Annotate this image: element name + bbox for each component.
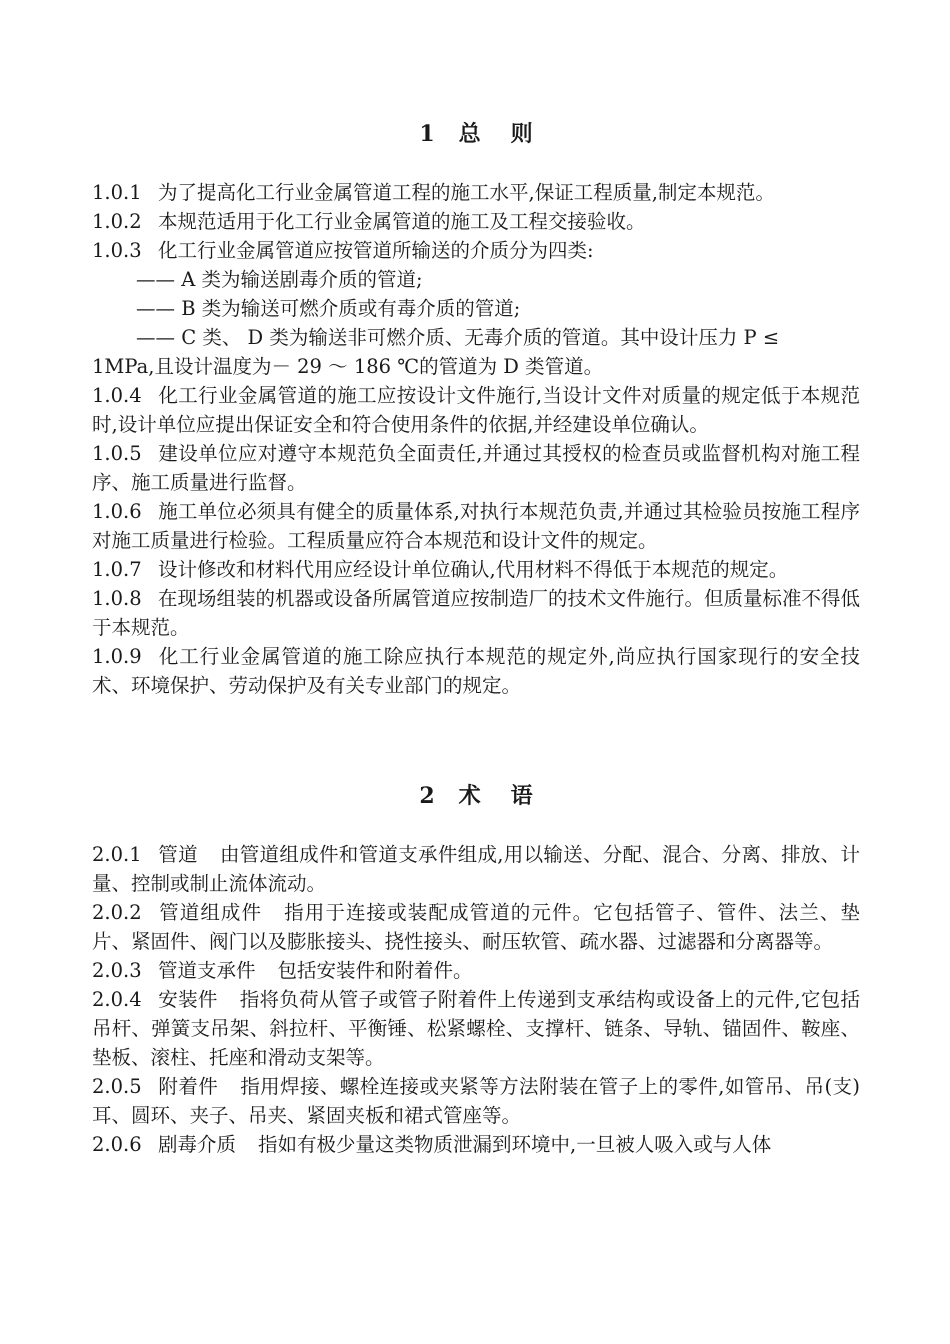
clause-text: 设计修改和材料代用应经设计单位确认,代用材料不得低于本规范的规定。	[158, 558, 789, 581]
clause-text: 建设单位应对遵守本规范负全面责任,并通过其授权的检查员或监督机构对施工程序、施工质量进行监督。	[92, 442, 860, 494]
clause-number: 2.0.5	[92, 1075, 142, 1098]
clause-text: 施工单位必须具有健全的质量体系,对执行本规范负责,并通过其检验员按施工程序对施工质量进行检验。工程质量应符合本规范和设计文件的规定。	[92, 500, 860, 552]
term-name: 管道	[158, 843, 198, 866]
clause-number: 1.0.9	[92, 645, 142, 668]
clause-number: 1.0.2	[92, 210, 142, 233]
dash-item-cd: —— C 类、 D 类为输送非可燃介质、无毒介质的管道。其中设计压力 P ≤	[136, 326, 780, 349]
clause-number: 2.0.2	[92, 901, 142, 924]
term-name: 管道组成件	[158, 901, 263, 924]
section-1-title-char: 总	[458, 121, 481, 147]
clause-1-0-3	[92, 236, 860, 265]
clause-text: 指将负荷从管子或管子附着件上传递到支承结构或设备上的元件,它包括吊杆、弹簧支吊架、斜拉杆、平衡锤、松紧螺栓、支撑杆、链条、导轨、锚固件、鞍座、垫板、滚柱、托座和滑动支架等。	[92, 988, 860, 1069]
section-1-title-char: 则	[510, 121, 533, 147]
clause-2-0-6	[92, 1130, 860, 1159]
section-1-number: 1	[419, 121, 435, 147]
clause-number: 1.0.3	[92, 239, 142, 262]
clause-2-0-2	[92, 898, 860, 956]
clause-1-0-7	[92, 555, 860, 584]
section-2-title-char: 术	[458, 783, 481, 809]
term-name: 安装件	[158, 988, 218, 1011]
clause-text: 包括安装件和附着件。	[277, 959, 473, 982]
clause-1-0-6	[92, 497, 860, 555]
clause-text: 为了提高化工行业金属管道工程的施工水平,保证工程质量,制定本规范。	[158, 181, 775, 204]
clause-1-0-9	[92, 642, 860, 700]
clause-text: 化工行业金属管道的施工除应执行本规范的规定外,尚应执行国家现行的安全技术、环境保护、劳动保护及有关专业部门的规定。	[92, 645, 860, 697]
clause-number: 1.0.6	[92, 500, 142, 523]
clause-2-0-5	[92, 1072, 860, 1130]
clause-number: 1.0.7	[92, 558, 142, 581]
clause-number: 2.0.6	[92, 1133, 142, 1156]
section-1-body	[92, 178, 860, 700]
clause-1-0-2	[92, 207, 860, 236]
section-2-heading	[92, 780, 860, 812]
clause-number: 1.0.1	[92, 181, 142, 204]
clause-text: 由管道组成件和管道支承件组成,用以输送、分配、混合、分离、排放、计量、控制或制止流体流动。	[92, 843, 860, 895]
clause-1-0-8	[92, 584, 860, 642]
clause-number: 1.0.5	[92, 442, 142, 465]
clause-text: 指如有极少量这类物质泄漏到环境中,一旦被人吸入或与人体	[258, 1133, 772, 1156]
clause-text: 指用于连接或装配成管道的元件。它包括管子、管件、法兰、垫片、紧固件、阀门以及膨胀接头、挠性接头、耐压软管、疏水器、过滤器和分离器等。	[92, 901, 860, 953]
dash-item-a: —— A 类为输送剧毒介质的管道;	[136, 268, 423, 291]
clause-number: 1.0.8	[92, 587, 142, 610]
section-1-heading	[92, 118, 860, 150]
clause-2-0-4	[92, 985, 860, 1072]
clause-number: 1.0.4	[92, 384, 142, 407]
clause-2-0-3	[92, 956, 860, 985]
clause-number: 2.0.4	[92, 988, 142, 1011]
clause-text: 化工行业金属管道的施工应按设计文件施行,当设计文件对质量的规定低于本规范时,设计单位应提出保证安全和符合使用条件的依据,并经建设单位确认。	[92, 384, 860, 436]
clause-text: 本规范适用于化工行业金属管道的施工及工程交接验收。	[158, 210, 646, 233]
clause-text: 化工行业金属管道应按管道所输送的介质分为四类:	[158, 239, 594, 262]
document-page	[92, 0, 860, 1159]
section-2-title-char: 语	[510, 783, 533, 809]
term-name: 管道支承件	[158, 959, 256, 982]
clause-number: 2.0.3	[92, 959, 142, 982]
section-2-number: 2	[419, 783, 435, 809]
term-name: 剧毒介质	[158, 1133, 237, 1156]
clause-1-0-4	[92, 381, 860, 439]
clause-1-0-5	[92, 439, 860, 497]
dash-item-b: —— B 类为输送可燃介质或有毒介质的管道;	[136, 297, 521, 320]
clause-text: 指用焊接、螺栓连接或夹紧等方法附装在管子上的零件,如管吊、吊(支)耳、圆环、夹子、吊夹、紧固夹板和裙式管座等。	[92, 1075, 860, 1127]
section-2-body	[92, 840, 860, 1159]
clause-text: 在现场组装的机器或设备所属管道应按制造厂的技术文件施行。但质量标准不得低于本规范。	[92, 587, 861, 639]
clause-number: 2.0.1	[92, 843, 142, 866]
clause-1-0-1	[92, 178, 860, 207]
dash-continuation: 1MPa,且设计温度为－ 29 ～ 186 ℃的管道为 D 类管道。	[92, 355, 604, 378]
term-name: 附着件	[158, 1075, 219, 1098]
clause-2-0-1	[92, 840, 860, 898]
